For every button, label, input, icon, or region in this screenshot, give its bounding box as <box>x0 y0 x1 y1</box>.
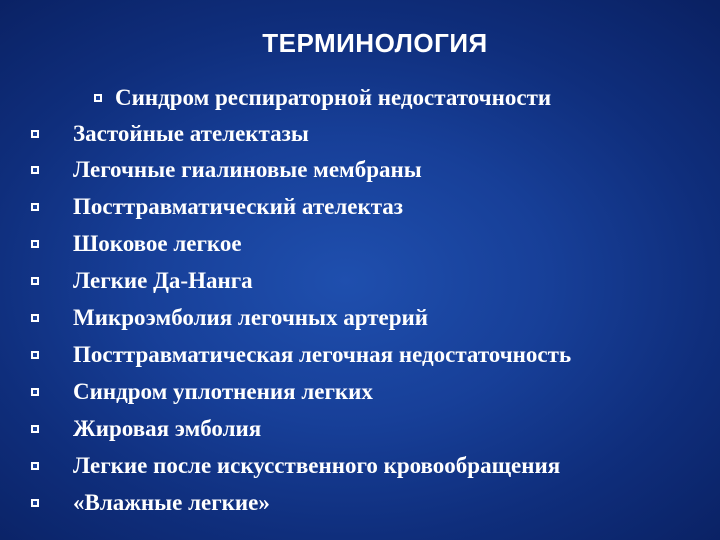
list-item <box>30 411 262 447</box>
slide-title: ТЕРМИНОЛОГИЯ <box>262 28 488 58</box>
list-item <box>30 263 253 299</box>
list-item <box>30 300 429 336</box>
list-item <box>30 152 422 188</box>
list-item-text: Синдром уплотнения легких <box>73 379 373 404</box>
square-bullet-icon <box>30 424 40 434</box>
square-bullet-icon <box>30 129 40 139</box>
list-item <box>30 226 242 262</box>
square-bullet-icon <box>30 387 40 397</box>
square-bullet-icon <box>30 350 40 360</box>
list-item-text: Микроэмболия легочных артерий <box>73 305 429 330</box>
list-item <box>30 337 572 373</box>
list-item <box>30 485 270 521</box>
square-bullet-icon <box>30 498 40 508</box>
list-item <box>30 116 309 152</box>
list-item-text: Легкие после искусственного кровообращения <box>73 453 561 478</box>
square-bullet-icon <box>30 239 40 249</box>
square-bullet-icon <box>30 461 40 471</box>
list-item <box>30 448 561 484</box>
square-bullet-icon <box>30 313 40 323</box>
list-item-text: Жировая эмболия <box>73 416 262 441</box>
list-item-text: Синдром респираторной недостаточности <box>115 85 552 110</box>
list-item-lead <box>93 80 551 116</box>
square-bullet-icon <box>30 165 40 175</box>
list-item-text: Посттравматическая легочная недостаточность <box>73 342 572 367</box>
list-item <box>30 189 404 225</box>
list-item-text: Посттравматический ателектаз <box>73 194 404 219</box>
list-item <box>30 374 373 410</box>
square-bullet-icon <box>93 93 103 103</box>
square-bullet-icon <box>30 276 40 286</box>
square-bullet-icon <box>30 202 40 212</box>
list-item-text: Легочные гиалиновые мембраны <box>73 157 422 182</box>
list-item-text: Легкие Да-Нанга <box>73 268 253 293</box>
list-item-text: Застойные ателектазы <box>73 121 309 146</box>
list-item-text: «Влажные легкие» <box>73 490 270 515</box>
list-item-text: Шоковое легкое <box>73 231 242 256</box>
